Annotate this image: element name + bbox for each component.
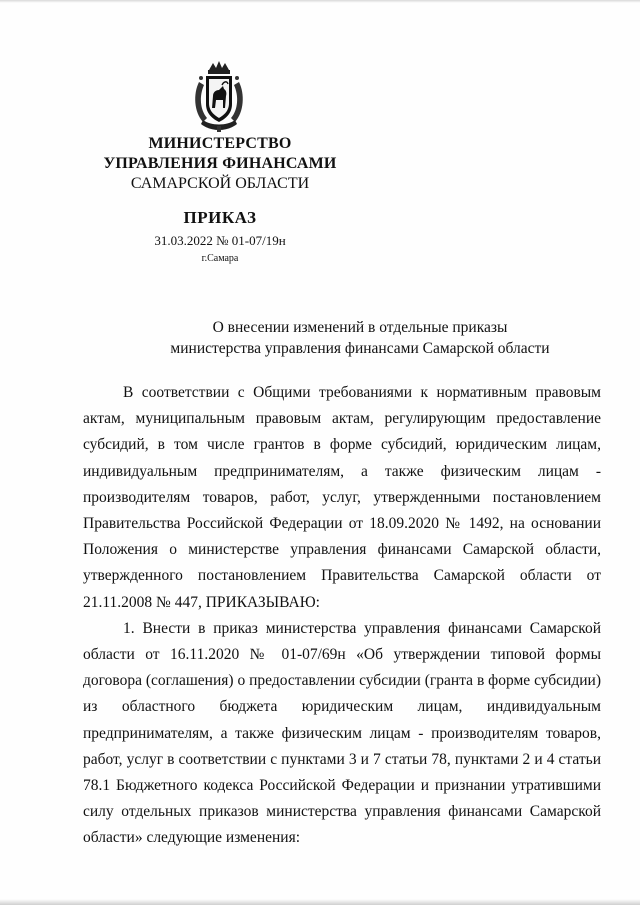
- ministry-name-line3: САМАРСКОЙ ОБЛАСТИ: [130, 175, 310, 192]
- order-number: 31.03.2022 № 01-07/19н: [154, 233, 286, 248]
- scan-edge-top: [0, 0, 640, 3]
- ministry-header: [100, 134, 340, 194]
- order-title: ПРИКАЗ: [183, 208, 257, 227]
- body-paragraph-item-1: 1. Внести в приказ министерства управления финансами Самарской области от 16.11.2020 № 01-07/69н «Об утверждении типовой формы договора (соглашения) о предоставлении субсидии (гранта в форме субсидии) из областного бюджета юридическим лицам, индивидуальным предпринимателям, а также физическим лицам - производителям товаров, работ, услуг в соответствии с пунктами 3 и 7 статьи 78, пунктами 2 и 4 статьи 78.1 Бюджетного кодекса Российской Федерации и признании утратившими силу отдельных приказов министерства управления финансами Самарской области» следующие изменения:: [83, 619, 601, 847]
- order-subject-line2: министерства управления финансами Самарской области: [170, 340, 550, 357]
- ministry-name-line1: МИНИСТЕРСТВО: [148, 135, 292, 152]
- order-city: г.Самара: [201, 253, 239, 264]
- ministry-name-line2: УПРАВЛЕНИЯ ФИНАНСАМИ: [103, 155, 337, 172]
- order-body: [83, 380, 601, 852]
- order-subject: [140, 317, 580, 359]
- samara-coat-of-arms-icon: [191, 60, 247, 136]
- body-paragraph-preamble: В соответствии с Общими требованиями к нормативным правовым актам, муниципальным правовым актам, регулирующим предоставление субсидий, в том числе грантов в форме субсидий, юридическим лицам, индивидуальным предпринимателям, а также физическим лицам - производителям товаров, работ, услуг, утвержденными постановлением Правительства Российской Федерации от 18.09.2020 № 1492, на основании Положения о министерстве управления финансами Самарской области, утвержденного постановлением Правительства Самарской области от 21.11.2008 № 447, ПРИКАЗЫВАЮ:: [83, 384, 601, 611]
- scan-edge-bottom: [0, 899, 640, 905]
- order-subject-line1: О внесении изменений в отдельные приказы: [212, 319, 508, 336]
